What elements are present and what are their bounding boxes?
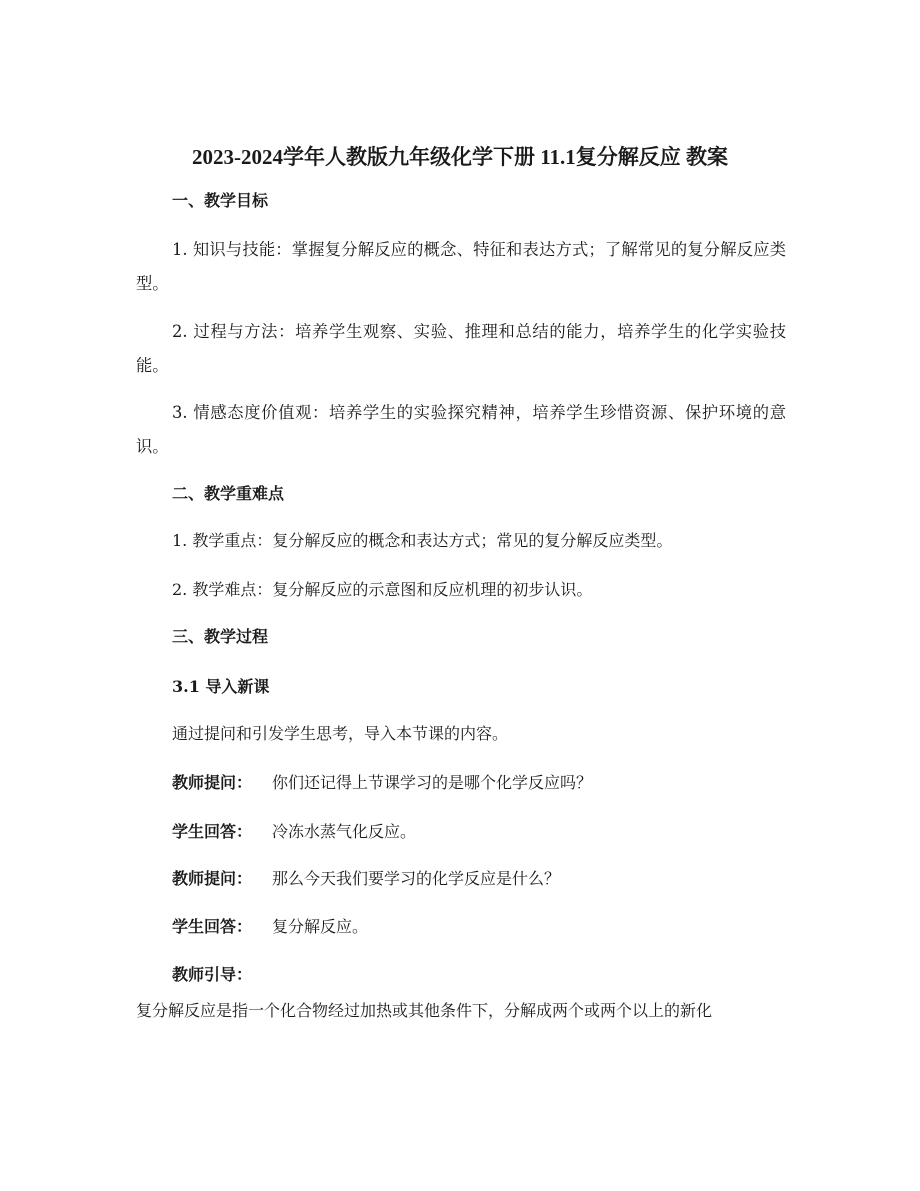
teacher-guide-label: 教师引导： [172, 965, 253, 984]
dialog-speaker: 教师提问： [172, 869, 253, 888]
intro-text: 通过提问和引发学生思考，导入本节课的内容。 [172, 724, 509, 743]
objective-item: 2. 过程与方法：培养学生观察、实验、推理和总结的能力，培养学生的化学实验技能。 [136, 322, 786, 375]
dialog-line [172, 766, 592, 800]
subsection-heading-intro: 3.1 导入新课 [172, 677, 270, 696]
section-heading-process: 三、教学过程 [172, 627, 269, 646]
key-point-item: 1. 教学重点：复分解反应的概念和表达方式；常见的复分解反应类型。 [172, 531, 673, 550]
dialog-line [172, 815, 416, 849]
dialog-text: 你们还记得上节课学习的是哪个化学反应吗？ [272, 773, 593, 792]
dialog-line [172, 862, 560, 896]
teacher-guide-text: 复分解反应是指一个化合物经过加热或其他条件下，分解成两个或两个以上的新化 [136, 1001, 713, 1020]
dialog-speaker: 教师提问： [172, 773, 253, 792]
key-point-item: 2. 教学难点：复分解反应的示意图和反应机理的初步认识。 [172, 580, 593, 599]
objective-item: 1. 知识与技能：掌握复分解反应的概念、特征和表达方式；了解常见的复分解反应类型。 [136, 240, 786, 293]
dialog-text: 那么今天我们要学习的化学反应是什么？ [272, 869, 561, 888]
dialog-line [172, 910, 368, 944]
section-heading-key-points: 二、教学重难点 [172, 484, 285, 503]
dialog-text: 冷冻水蒸气化反应。 [272, 822, 417, 841]
dialog-speaker: 学生回答： [172, 822, 253, 841]
document-title: 2023-2024学年人教版九年级化学下册 11.1复分解反应 教案 [191, 145, 729, 169]
section-heading-objectives: 一、教学目标 [172, 191, 269, 210]
dialog-text: 复分解反应。 [272, 917, 369, 936]
dialog-speaker: 学生回答： [172, 917, 253, 936]
objective-item: 3. 情感态度价值观：培养学生的实验探究精神，培养学生珍惜资源、保护环境的意识。 [136, 403, 786, 456]
